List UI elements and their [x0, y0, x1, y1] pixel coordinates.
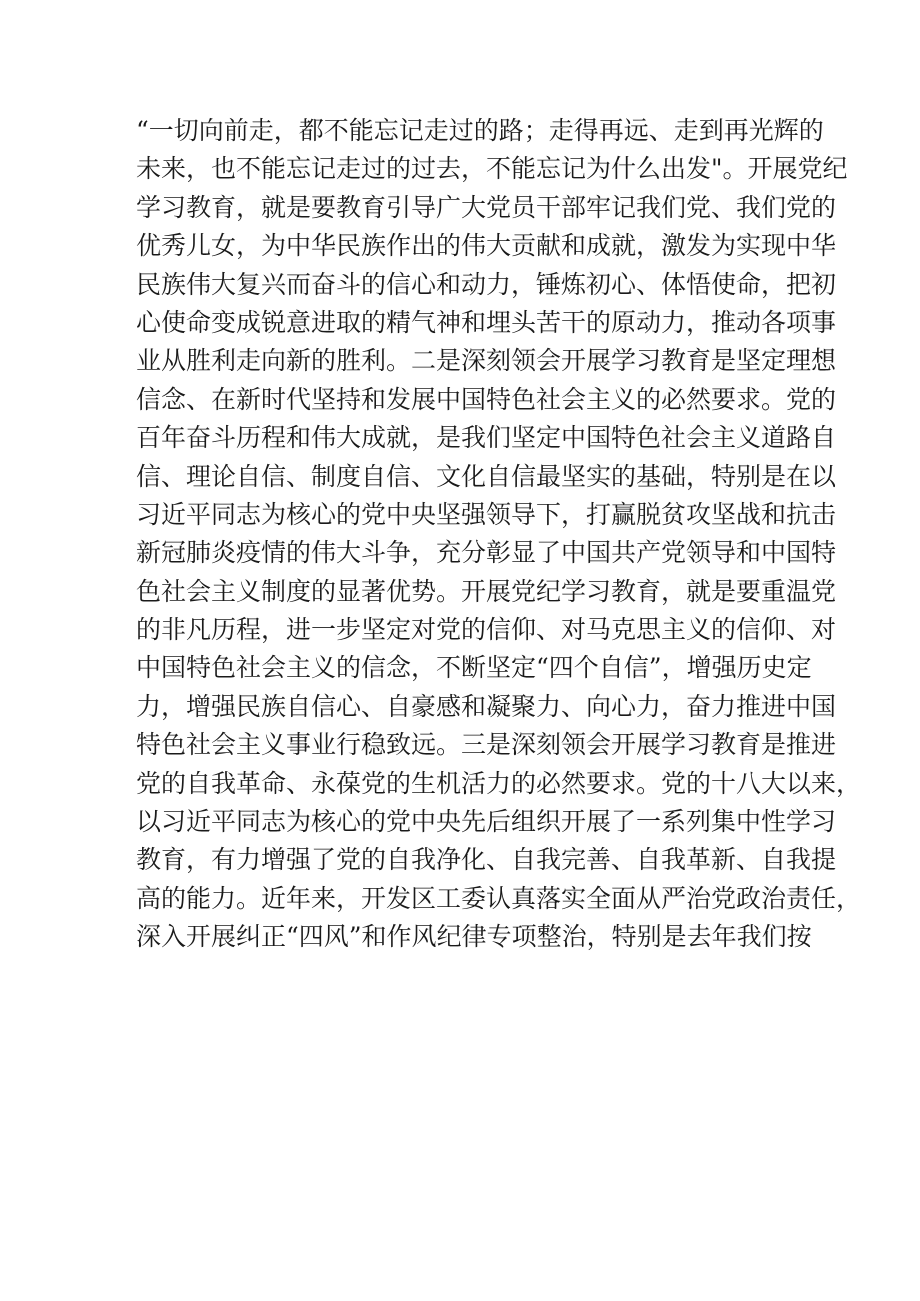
text-line: 深入开展纠正“四风”和作风纪律专项整治，特别是去年我们按 — [136, 922, 812, 952]
text-line: 业从胜利走向新的胜利。二是深刻领会开展学习教育是坚定理想 — [136, 346, 837, 376]
text-line: 未来，也不能忘记走过的过去，不能忘记为什么出发"。开展党纪 — [136, 154, 848, 184]
text-line: 民族伟大复兴而奋斗的信心和动力，锤炼初心、体悟使命，把初 — [136, 269, 837, 299]
text-line: 色社会主义制度的显著优势。开展党纪学习教育，就是要重温党 — [136, 576, 837, 606]
text-line: 中国特色社会主义的信念，不断坚定“四个自信”，增强历史定 — [136, 653, 812, 683]
text-line: 党的自我革命、永葆党的生机活力的必然要求。党的十八大以来， — [136, 768, 862, 798]
text-line: 习近平同志为核心的党中央坚强领导下，打赢脱贫攻坚战和抗击 — [136, 499, 837, 529]
text-line: 教育，有力增强了党的自我净化、自我完善、自我革新、自我提 — [136, 845, 837, 875]
text-line: 的非凡历程，进一步坚定对党的信仰、对马克思主义的信仰、对 — [136, 615, 837, 645]
text-line: 新冠肺炎疫情的伟大斗争，充分彰显了中国共产党领导和中国特 — [136, 538, 837, 568]
text-line: “一切向前走，都不能忘记走过的路；走得再远、走到再光辉的 — [136, 116, 824, 145]
text-line: 学习教育，就是要教育引导广大党员干部牢记我们党、我们党的 — [136, 192, 837, 222]
text-line: 以习近平同志为核心的党中央先后组织开展了一系列集中性学习 — [136, 807, 837, 837]
body-paragraph — [136, 112, 862, 957]
text-line: 特色社会主义事业行稳致远。三是深刻领会开展学习教育是推进 — [136, 730, 837, 760]
text-line: 优秀儿女，为中华民族作出的伟大贡献和成就，激发为实现中华 — [136, 231, 837, 261]
text-line: 百年奋斗历程和伟大成就，是我们坚定中国特色社会主义道路自 — [136, 423, 837, 453]
text-line: 信念、在新时代坚持和发展中国特色社会主义的必然要求。党的 — [136, 384, 837, 414]
text-line: 高的能力。近年来，开发区工委认真落实全面从严治党政治责任， — [136, 883, 862, 913]
text-line: 力，增强民族自信心、自豪感和凝聚力、向心力，奋力推进中国 — [136, 691, 837, 721]
text-line: 信、理论自信、制度自信、文化自信最坚实的基础，特别是在以 — [136, 461, 837, 491]
text-line: 心使命变成锐意进取的精气神和埋头苦干的原动力，推动各项事 — [136, 307, 837, 337]
